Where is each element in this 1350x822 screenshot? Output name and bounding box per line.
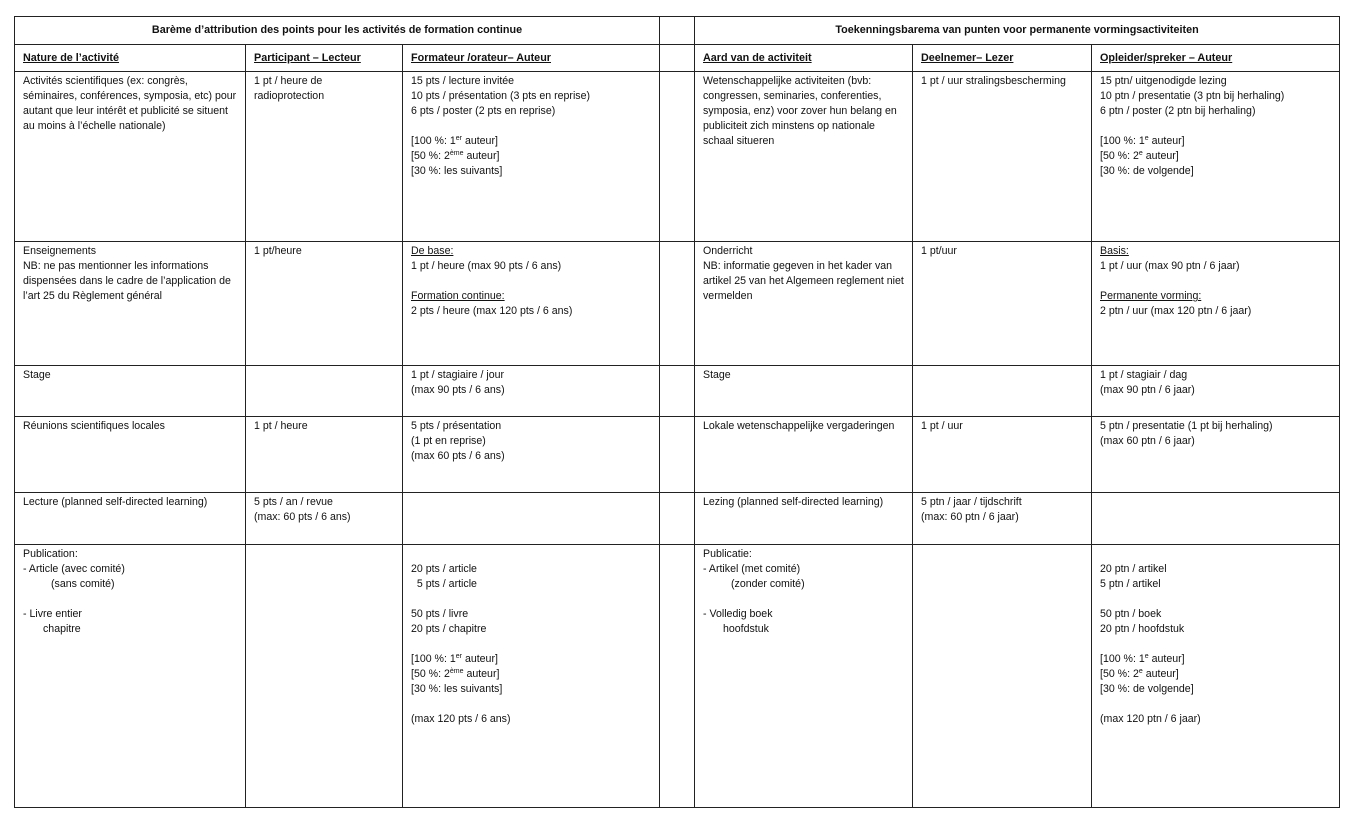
fr-nature-text: Réunions scientifiques locales (23, 420, 165, 432)
header-nl-participant: Deelnemer– Lezer (913, 45, 1092, 72)
cell-nl-participant (913, 366, 1092, 417)
cell-fr-nature (15, 417, 246, 493)
share-text: auteur] (1148, 135, 1185, 147)
fr-nature-line: - Article (avec comité) (23, 563, 125, 575)
fr-nature-text: Stage (23, 369, 51, 381)
blank-line (1100, 697, 1331, 712)
cell-nl-author (1092, 493, 1340, 545)
blank-line (411, 697, 651, 712)
nl-author-line: (max 60 ptn / 6 jaar) (1100, 435, 1195, 447)
blank-line (411, 119, 651, 134)
cell-fr-nature (15, 72, 246, 242)
nl-nature-text: Lezing (planned self-directed learning) (703, 496, 884, 508)
cell-fr-author (403, 493, 660, 545)
title-row (15, 17, 1340, 45)
share-text: auteur] (1142, 668, 1179, 680)
table-row-teaching (15, 242, 1340, 366)
share-text: [50 %: 2 (1100, 150, 1139, 162)
ordinal-sup: er (455, 653, 462, 660)
share-text: auteur] (463, 668, 500, 680)
column-gap (660, 366, 695, 417)
fr-author-share: [30 %: les suivants] (411, 165, 503, 177)
fr-nature-line: Publication: (23, 548, 78, 560)
fr-participant-text: 1 pt / heure de radioprotection (254, 75, 325, 102)
cell-fr-author (403, 417, 660, 493)
fr-author-line: (max 60 pts / 6 ans) (411, 450, 505, 462)
nl-participant-line: 5 ptn / jaar / tijdschrift (921, 496, 1022, 508)
column-gap (660, 45, 695, 72)
blank-line (1100, 592, 1331, 607)
cell-nl-author (1092, 417, 1340, 493)
blank-line (411, 274, 651, 289)
fr-author-share (411, 652, 651, 667)
ordinal-sup: e (1144, 653, 1149, 660)
share-text: [100 %: 1 (1100, 653, 1145, 665)
nl-author-line: 1 pt / uur (max 90 ptn / 6 jaar) (1100, 260, 1240, 272)
share-text: auteur] (462, 653, 498, 665)
share-text: [100 %: 1 (1100, 135, 1145, 147)
fr-author-line: 2 pts / heure (max 120 pts / 6 ans) (411, 305, 573, 317)
share-text: [100 %: 1 (411, 135, 456, 147)
fr-nature-line: chapitre (43, 623, 81, 635)
cell-fr-author (403, 366, 660, 417)
fr-author-line: 15 pts / lecture invitée (411, 75, 515, 87)
nl-author-line: 20 ptn / hoofdstuk (1100, 623, 1185, 635)
cell-nl-nature (695, 72, 913, 242)
cell-fr-author (403, 545, 660, 808)
ordinal-sup: ème (449, 668, 464, 675)
nl-nature-line: - Artikel (met comité) (703, 563, 801, 575)
header-fr-nature: Nature de l’activité (15, 45, 246, 72)
fr-nature-line: (sans comité) (51, 578, 115, 590)
column-gap (660, 72, 695, 242)
nl-author-line: 6 ptn / poster (2 ptn bij herhaling) (1100, 105, 1256, 117)
blank-line (23, 592, 237, 607)
nl-author-line: 1 pt / stagiair / dag (1100, 369, 1188, 381)
cell-fr-nature (15, 366, 246, 417)
fr-author-line: 20 pts / chapitre (411, 623, 487, 635)
share-text: auteur] (462, 135, 498, 147)
blank-line (703, 592, 904, 607)
cell-nl-nature (695, 493, 913, 545)
nl-author-line: 15 ptn/ uitgenodigde lezing (1100, 75, 1227, 87)
cell-nl-participant (913, 417, 1092, 493)
fr-participant-line: (max: 60 pts / 6 ans) (254, 511, 351, 523)
nl-nature-line: Publicatie: (703, 548, 752, 560)
nl-author-subheading: Permanente vorming: (1100, 290, 1202, 302)
blank-line (1100, 274, 1331, 289)
nl-author-share: [30 %: de volgende] (1100, 683, 1194, 695)
nl-participant-text: 1 pt / uur stralingsbescherming (921, 75, 1066, 87)
fr-author-line: 1 pt / stagiaire / jour (411, 369, 505, 381)
nl-author-share (1100, 667, 1331, 682)
header-row (15, 45, 1340, 72)
cell-fr-author (403, 72, 660, 242)
nl-author-share (1100, 134, 1331, 149)
share-text: [50 %: 2 (411, 150, 450, 162)
cell-nl-author (1092, 242, 1340, 366)
table-row-local-meetings (15, 417, 1340, 493)
cell-nl-nature (695, 242, 913, 366)
header-fr-author: Formateur /orateur– Auteur (403, 45, 660, 72)
nl-participant-text: 1 pt/uur (921, 245, 957, 257)
nl-participant-line: (max: 60 ptn / 6 jaar) (921, 511, 1019, 523)
cell-nl-author (1092, 545, 1340, 808)
nl-nature-text: Lokale wetenschappelijke vergaderingen (703, 420, 895, 432)
ordinal-sup: e (1138, 150, 1143, 157)
cell-fr-participant (246, 366, 403, 417)
header-nl-nature: Aard van de activiteit (695, 45, 913, 72)
cell-nl-participant (913, 545, 1092, 808)
share-text: auteur] (1142, 150, 1179, 162)
ordinal-sup: ème (449, 150, 464, 157)
fr-participant-text: 1 pt/heure (254, 245, 302, 257)
cell-nl-participant (913, 242, 1092, 366)
fr-nature-line: - Livre entier (23, 608, 82, 620)
fr-author-line: (1 pt en reprise) (411, 435, 486, 447)
cell-fr-nature (15, 493, 246, 545)
nl-nature-text: Onderricht NB: informatie gegeven in het kader van artikel 25 van het Algemeen reglement niet vermelden (703, 245, 904, 302)
share-text: auteur] (463, 150, 500, 162)
fr-author-max: (max 120 pts / 6 ans) (411, 713, 511, 725)
nl-author-subheading: Basis: (1100, 245, 1129, 257)
cell-fr-author (403, 242, 660, 366)
share-text: [100 %: 1 (411, 653, 456, 665)
fr-author-share (411, 149, 651, 164)
fr-nature-text: Enseignements NB: ne pas mentionner les informations dispensées dans le cadre de l’application de l’art 25 du Règlement général (23, 245, 231, 302)
cell-fr-nature (15, 242, 246, 366)
cell-nl-author (1092, 72, 1340, 242)
cell-nl-author (1092, 366, 1340, 417)
cell-nl-participant (913, 493, 1092, 545)
column-gap (660, 417, 695, 493)
table-row-publication (15, 545, 1340, 808)
nl-author-share: [30 %: de volgende] (1100, 165, 1194, 177)
cell-fr-participant (246, 493, 403, 545)
cell-fr-participant (246, 545, 403, 808)
title-nl: Toekenningsbarema van punten voor permanente vormingsactiviteiten (695, 17, 1340, 45)
ordinal-sup: er (455, 135, 462, 142)
cell-fr-participant (246, 242, 403, 366)
nl-author-line: 20 ptn / artikel (1100, 563, 1167, 575)
fr-author-subheading: De base: (411, 245, 454, 257)
fr-author-line: (max 90 pts / 6 ans) (411, 384, 505, 396)
nl-nature-line: (zonder comité) (731, 578, 805, 590)
blank-line (411, 547, 651, 562)
blank-line (411, 637, 651, 652)
table-row-reading (15, 493, 1340, 545)
ordinal-sup: e (1144, 135, 1149, 142)
nl-author-share (1100, 652, 1331, 667)
share-text: [50 %: 2 (411, 668, 450, 680)
column-gap (660, 493, 695, 545)
fr-participant-text: 1 pt / heure (254, 420, 308, 432)
cell-fr-nature (15, 545, 246, 808)
cell-fr-participant (246, 72, 403, 242)
blank-line (1100, 119, 1331, 134)
blank-line (1100, 637, 1331, 652)
cell-nl-nature (695, 366, 913, 417)
cell-nl-participant (913, 72, 1092, 242)
share-text: auteur] (1148, 653, 1185, 665)
nl-author-max: (max 120 ptn / 6 jaar) (1100, 713, 1201, 725)
fr-author-line: 20 pts / article (411, 563, 477, 575)
fr-author-line: 6 pts / poster (2 pts en reprise) (411, 105, 556, 117)
cell-nl-nature (695, 545, 913, 808)
header-fr-participant: Participant – Lecteur (246, 45, 403, 72)
fr-nature-text: Activités scientifiques (ex: congrès, séminaires, conférences, symposia, etc) pour autant que leur intérêt et publicité se situent au moins à l’échelle nationale) (23, 75, 237, 132)
points-scale-table (14, 16, 1340, 808)
nl-author-line: 2 ptn / uur (max 120 ptn / 6 jaar) (1100, 305, 1252, 317)
header-nl-author: Opleider/spreker – Auteur (1092, 45, 1340, 72)
column-gap (660, 242, 695, 366)
fr-author-share: [30 %: les suivants] (411, 683, 503, 695)
title-fr: Barème d’attribution des points pour les activités de formation continue (15, 17, 660, 45)
table-row-stage (15, 366, 1340, 417)
blank-line (1100, 547, 1331, 562)
nl-nature-line: - Volledig boek (703, 608, 773, 620)
fr-author-line: 1 pt / heure (max 90 pts / 6 ans) (411, 260, 562, 272)
fr-author-line: 10 pts / présentation (3 pts en reprise) (411, 90, 591, 102)
column-gap (660, 545, 695, 808)
nl-participant-text: 1 pt / uur (921, 420, 963, 432)
cell-nl-nature (695, 417, 913, 493)
fr-nature-text: Lecture (planned self-directed learning) (23, 496, 208, 508)
fr-author-share (411, 667, 651, 682)
fr-author-line: 5 pts / article (411, 578, 477, 590)
table-row-scientific (15, 72, 1340, 242)
nl-author-line: 10 ptn / presentatie (3 ptn bij herhaling) (1100, 90, 1285, 102)
nl-nature-text: Stage (703, 369, 731, 381)
column-gap (660, 17, 695, 45)
nl-author-share (1100, 149, 1331, 164)
nl-author-line: 50 ptn / boek (1100, 608, 1162, 620)
nl-nature-line: hoofdstuk (723, 623, 769, 635)
nl-nature-text: Wetenschappelijke activiteiten (bvb: congressen, seminaries, conferenties, symposia, enz) voor zover hun belang en publiciteit zich minstens op nationale schaal situeren (703, 75, 897, 147)
share-text: [50 %: 2 (1100, 668, 1139, 680)
fr-author-line: 5 pts / présentation (411, 420, 502, 432)
fr-author-subheading: Formation continue: (411, 290, 505, 302)
nl-author-line: (max 90 ptn / 6 jaar) (1100, 384, 1195, 396)
fr-author-line: 50 pts / livre (411, 608, 469, 620)
nl-author-line: 5 ptn / artikel (1100, 578, 1161, 590)
fr-author-share (411, 134, 651, 149)
cell-fr-participant (246, 417, 403, 493)
nl-author-line: 5 ptn / presentatie (1 pt bij herhaling) (1100, 420, 1273, 432)
blank-line (411, 592, 651, 607)
fr-participant-line: 5 pts / an / revue (254, 496, 333, 508)
ordinal-sup: e (1138, 668, 1143, 675)
